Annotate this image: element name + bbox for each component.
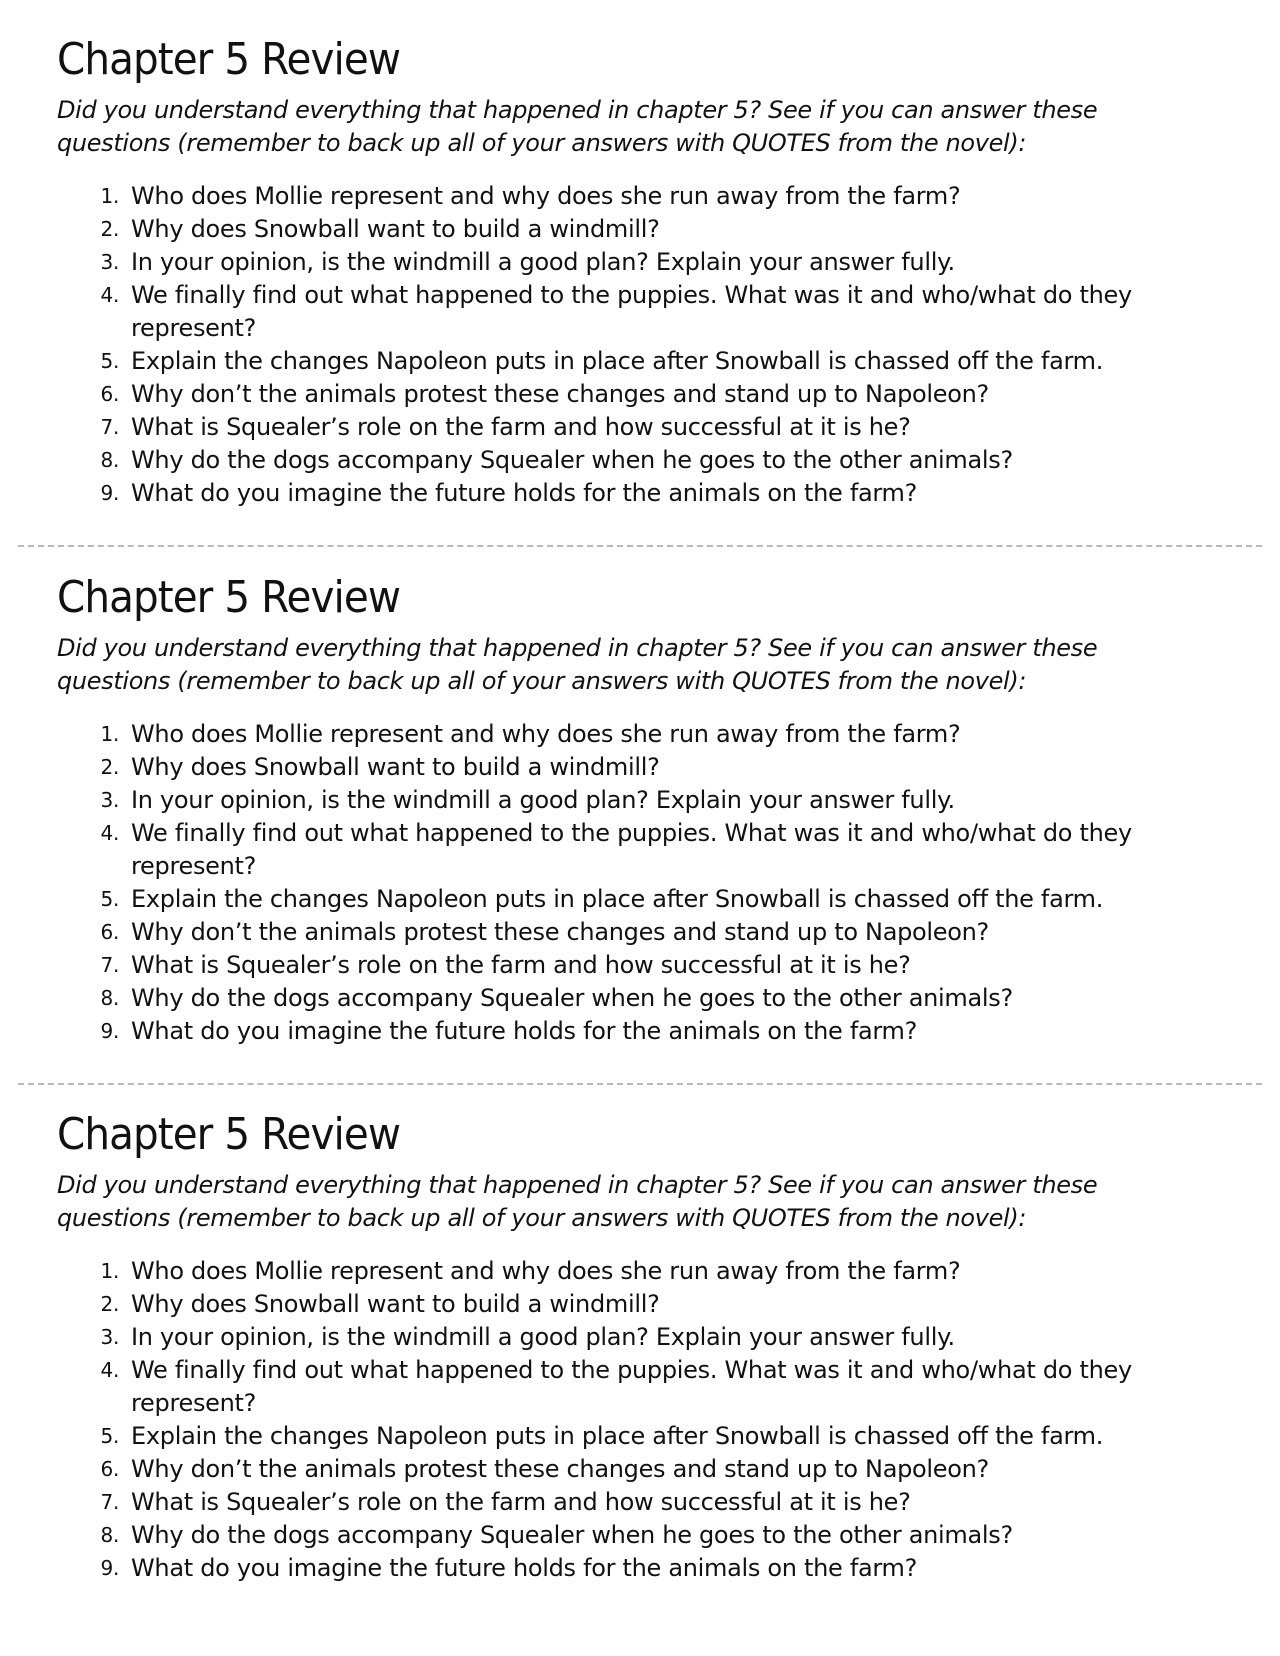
question-item xyxy=(57,180,1182,213)
section-title: Chapter 5 Review xyxy=(57,572,401,623)
question-text: What is Squealer’s role on the farm and how successful at it is he? xyxy=(131,413,911,441)
question-number: 9. xyxy=(100,1556,119,1580)
question-text: Explain the changes Napoleon puts in place after Snowball is chassed off the farm. xyxy=(131,1422,1104,1450)
question-text: Why does Snowball want to build a windmill? xyxy=(131,215,660,243)
question-item xyxy=(57,279,1182,345)
question-text: Who does Mollie represent and why does she run away from the farm? xyxy=(131,182,961,210)
question-number: 7. xyxy=(100,415,119,439)
question-text: We finally find out what happened to the puppies. What was it and who/what do they represent? xyxy=(131,819,1132,880)
question-item xyxy=(57,982,1182,1015)
question-item xyxy=(57,1288,1182,1321)
question-item xyxy=(57,949,1182,982)
question-number: 5. xyxy=(100,1424,119,1448)
review-section-2 xyxy=(0,566,1280,1086)
question-text: What do you imagine the future holds for the animals on the farm? xyxy=(131,479,918,507)
question-text: Why don’t the animals protest these changes and stand up to Napoleon? xyxy=(131,1455,989,1483)
question-number: 7. xyxy=(100,953,119,977)
question-list xyxy=(57,718,1182,1048)
question-text: In your opinion, is the windmill a good plan? Explain your answer fully. xyxy=(131,786,955,814)
question-text: Why don’t the animals protest these changes and stand up to Napoleon? xyxy=(131,918,989,946)
section-intro: Did you understand everything that happened in chapter 5? See if you can answer these questions (remember to back up all of your answers with QUOTES from the novel): xyxy=(57,1171,1098,1232)
section-intro: Did you understand everything that happened in chapter 5? See if you can answer these questions (remember to back up all of your answers with QUOTES from the novel): xyxy=(57,96,1098,157)
question-item xyxy=(57,1321,1182,1354)
question-item xyxy=(57,1354,1182,1420)
question-number: 8. xyxy=(100,986,119,1010)
question-number: 9. xyxy=(100,481,119,505)
review-section-3 xyxy=(0,1103,1280,1623)
question-number: 1. xyxy=(100,1259,119,1283)
question-item xyxy=(57,883,1182,916)
question-item xyxy=(57,1015,1182,1048)
dashed-divider xyxy=(18,545,1262,547)
question-item xyxy=(57,378,1182,411)
section-title: Chapter 5 Review xyxy=(57,1109,401,1160)
question-number: 3. xyxy=(100,1325,119,1349)
question-number: 7. xyxy=(100,1490,119,1514)
question-item xyxy=(57,718,1182,751)
question-item xyxy=(57,1552,1182,1585)
question-text: Explain the changes Napoleon puts in place after Snowball is chassed off the farm. xyxy=(131,885,1104,913)
question-list xyxy=(57,180,1182,510)
question-item xyxy=(57,1453,1182,1486)
question-item xyxy=(57,784,1182,817)
question-number: 1. xyxy=(100,184,119,208)
question-item xyxy=(57,1255,1182,1288)
review-section-1 xyxy=(0,28,1280,548)
question-item xyxy=(57,1519,1182,1552)
question-number: 1. xyxy=(100,722,119,746)
question-item xyxy=(57,246,1182,279)
question-item xyxy=(57,1420,1182,1453)
question-item xyxy=(57,916,1182,949)
question-number: 5. xyxy=(100,349,119,373)
question-text: Why do the dogs accompany Squealer when he goes to the other animals? xyxy=(131,1521,1013,1549)
question-text: We finally find out what happened to the puppies. What was it and who/what do they represent? xyxy=(131,281,1132,342)
question-item xyxy=(57,817,1182,883)
question-text: Who does Mollie represent and why does she run away from the farm? xyxy=(131,1257,961,1285)
question-item xyxy=(57,1486,1182,1519)
question-text: Who does Mollie represent and why does she run away from the farm? xyxy=(131,720,961,748)
question-number: 4. xyxy=(100,1358,119,1382)
question-number: 2. xyxy=(100,217,119,241)
question-number: 4. xyxy=(100,821,119,845)
question-text: Why does Snowball want to build a windmill? xyxy=(131,1290,660,1318)
section-title: Chapter 5 Review xyxy=(57,34,401,85)
question-number: 8. xyxy=(100,448,119,472)
question-text: What is Squealer’s role on the farm and how successful at it is he? xyxy=(131,951,911,979)
section-intro: Did you understand everything that happened in chapter 5? See if you can answer these questions (remember to back up all of your answers with QUOTES from the novel): xyxy=(57,634,1098,695)
question-item xyxy=(57,411,1182,444)
question-number: 9. xyxy=(100,1019,119,1043)
question-item xyxy=(57,345,1182,378)
question-text: What do you imagine the future holds for the animals on the farm? xyxy=(131,1017,918,1045)
question-number: 2. xyxy=(100,1292,119,1316)
question-item xyxy=(57,751,1182,784)
question-text: Explain the changes Napoleon puts in place after Snowball is chassed off the farm. xyxy=(131,347,1104,375)
question-number: 6. xyxy=(100,1457,119,1481)
question-item xyxy=(57,444,1182,477)
question-list xyxy=(57,1255,1182,1585)
question-text: Why do the dogs accompany Squealer when he goes to the other animals? xyxy=(131,984,1013,1012)
question-item xyxy=(57,477,1182,510)
question-number: 3. xyxy=(100,250,119,274)
question-text: In your opinion, is the windmill a good plan? Explain your answer fully. xyxy=(131,248,955,276)
question-number: 2. xyxy=(100,755,119,779)
question-text: Why does Snowball want to build a windmill? xyxy=(131,753,660,781)
question-text: Why do the dogs accompany Squealer when he goes to the other animals? xyxy=(131,446,1013,474)
question-item xyxy=(57,213,1182,246)
question-text: Why don’t the animals protest these changes and stand up to Napoleon? xyxy=(131,380,989,408)
question-number: 6. xyxy=(100,382,119,406)
question-text: What do you imagine the future holds for the animals on the farm? xyxy=(131,1554,918,1582)
question-number: 4. xyxy=(100,283,119,307)
question-text: In your opinion, is the windmill a good plan? Explain your answer fully. xyxy=(131,1323,955,1351)
question-number: 3. xyxy=(100,788,119,812)
question-number: 5. xyxy=(100,887,119,911)
question-number: 6. xyxy=(100,920,119,944)
question-text: We finally find out what happened to the puppies. What was it and who/what do they represent? xyxy=(131,1356,1132,1417)
question-text: What is Squealer’s role on the farm and how successful at it is he? xyxy=(131,1488,911,1516)
dashed-divider xyxy=(18,1083,1262,1085)
question-number: 8. xyxy=(100,1523,119,1547)
